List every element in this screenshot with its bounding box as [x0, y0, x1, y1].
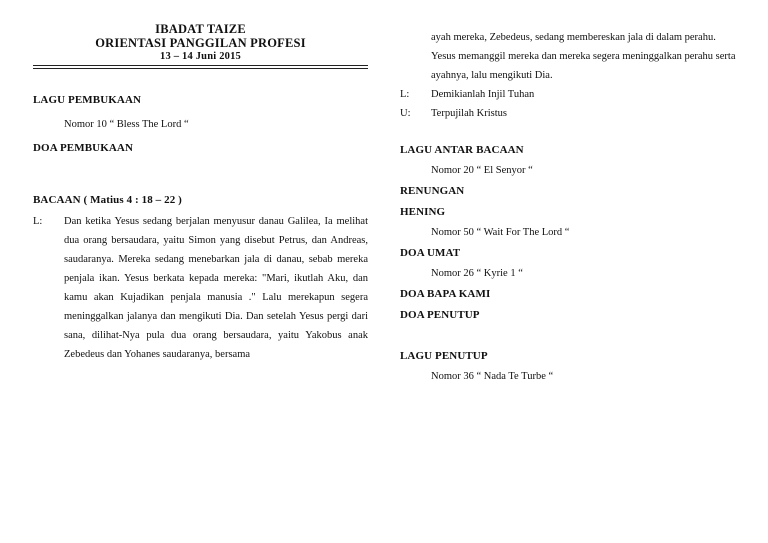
section-doa-pembukaan: DOA PEMBUKAAN [33, 142, 133, 154]
header-subtitle: ORIENTASI PANGGILAN PROFESI [95, 36, 306, 50]
header-title: IBADAT TAIZE [155, 22, 246, 36]
song-lagu-pembukaan: Nomor 10 “ Bless The Lord “ [64, 119, 189, 130]
response-l-row [400, 85, 740, 104]
header-rule-bottom [33, 68, 368, 69]
left-column [33, 0, 368, 364]
section-doa-umat: DOA UMAT [400, 247, 461, 259]
song-doa-umat: Nomor 26 “ Kyrie 1 “ [431, 268, 523, 279]
section-lagu-penutup: LAGU PENUTUP [400, 350, 488, 362]
reading-paragraph [33, 212, 368, 364]
song-lagu-penutup: Nomor 36 “ Nada Te Turbe “ [431, 371, 554, 382]
header-date: 13 – 14 Juni 2015 [160, 51, 241, 62]
response-l-text: Demikianlah Injil Tuhan [431, 89, 535, 100]
reading-label: L: [33, 216, 43, 227]
section-lagu-pembukaan: LAGU PEMBUKAAN [33, 94, 142, 106]
section-hening: HENING [400, 206, 446, 218]
section-doa-bapa-kami: DOA BAPA KAMI [400, 288, 491, 300]
document-header [33, 22, 368, 63]
right-column [400, 0, 740, 384]
response-u-text: Terpujilah Kristus [431, 108, 507, 119]
response-l-label: L: [400, 89, 410, 100]
song-hening: Nomor 50 “ Wait For The Lord “ [431, 227, 570, 238]
response-u-label: U: [400, 108, 411, 119]
section-bacaan: BACAAN ( Matius 4 : 18 – 22 ) [33, 194, 182, 206]
reading-continuation: ayah mereka, Zebedeus, sedang membereskan jala di dalam perahu. Yesus memanggil mereka dan mereka segera meninggalkan perahu serta ayahnya, lalu mengikuti Dia. [431, 32, 736, 81]
section-doa-penutup: DOA PENUTUP [400, 309, 480, 321]
song-lagu-antar-bacaan: Nomor 20 “ El Senyor “ [431, 165, 533, 176]
header-rule-top [33, 65, 368, 66]
response-u-row [400, 104, 740, 123]
section-renungan: RENUNGAN [400, 185, 465, 197]
reading-text: Dan ketika Yesus sedang berjalan menyusur danau Galilea, Ia melihat dua orang bersaudara, yaitu Simon yang disebut Petrus, dan Andreas, saudaranya. Mereka sedang menebarkan jala di danau, sebab mereka penjala ikan. Yesus berkata kepada mereka: "Mari, ikutlah Aku, dan kamu akan Kujadikan penjala manusia ." Lalu merekapun segera meninggalkan jalanya dan mengikuti Dia. Dan setelah Yesus pergi dari sana, dilihat-Nya pula dua orang bersaudara, yaitu Yakobus anak Zebedeus dan Yohanes saudaranya, bersama [64, 216, 368, 360]
section-lagu-antar-bacaan: LAGU ANTAR BACAAN [400, 144, 524, 156]
